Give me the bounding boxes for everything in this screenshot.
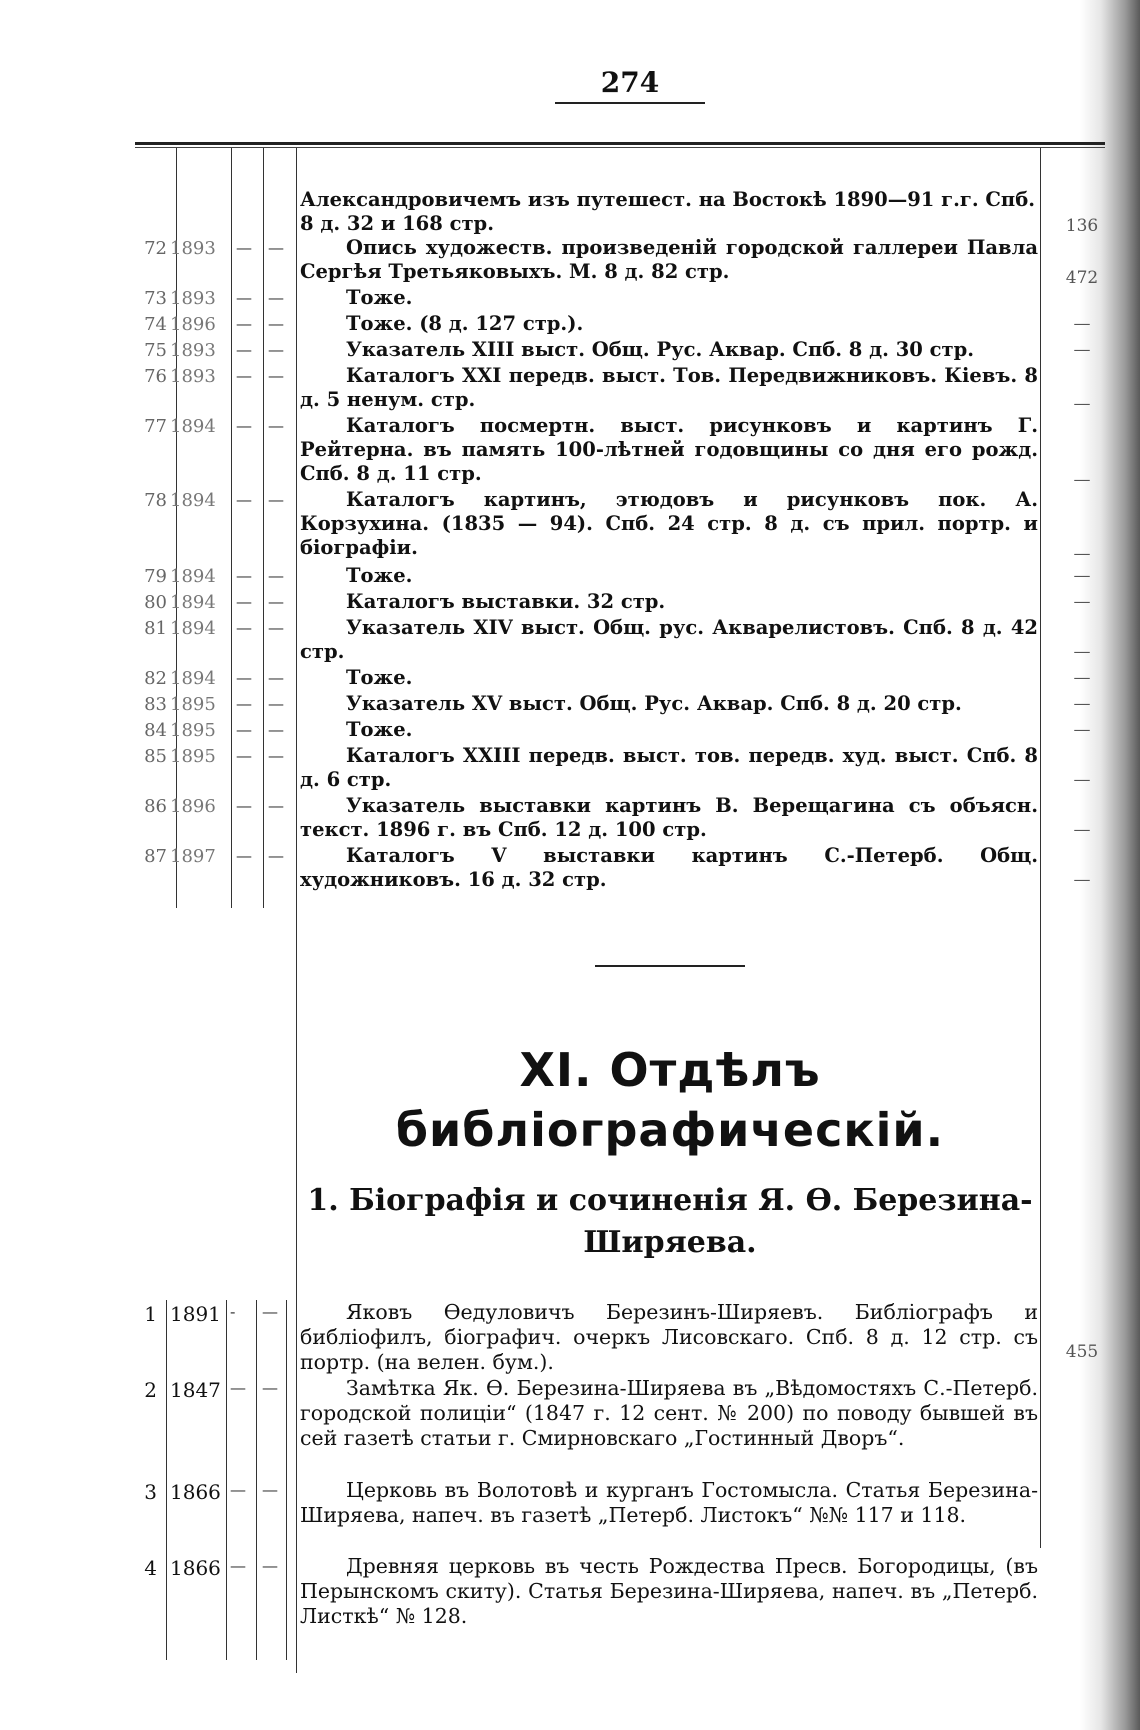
entry-dash: —	[268, 720, 284, 739]
entry-number: 72	[144, 238, 167, 259]
entry-dash: —	[262, 1480, 278, 1499]
entry-dash: —	[236, 694, 252, 713]
entry-dash: —	[230, 1480, 246, 1499]
entry-year: 1893	[170, 238, 216, 259]
entry-text: Тоже.	[346, 564, 413, 587]
entry-dash: —	[262, 1556, 278, 1575]
entry-dash: —	[236, 416, 252, 435]
entry-dash: —	[236, 846, 252, 865]
entry-text: Каталогъ картинъ, этюдовъ и рисунковъ пок. А. Корзухина. (1835 — 94). Спб. 24 стр. 8 д. съ прил. портр. и біографіи.	[300, 488, 1038, 559]
entry-text: Тоже.	[346, 718, 413, 741]
entry-dash: —	[262, 1302, 278, 1321]
entry-number: 81	[144, 618, 167, 639]
entry-text: Яковъ Ѳедуловичъ Березинъ-Ширяевъ. Библіографъ и библіофилъ, біографич. очеркъ Лисовскаго. Спб. 8 д. 12 стр. съ портр. (на велен. бум.).	[300, 1300, 1038, 1374]
entry-number: 82	[144, 668, 167, 689]
entry-dash: —	[262, 1378, 278, 1397]
section-title: XI. Отдѣлъ библіографическій.	[395, 1043, 945, 1157]
entry-dash: —	[268, 618, 284, 637]
entry-dash: —	[268, 796, 284, 815]
entry-year: 1893	[170, 340, 216, 361]
entry-text: Церковь въ Волотовѣ и курганъ Гостомысла. Статья Березина-Ширяева, напеч. въ газетѣ „Петерб. Листокъ“ №№ 117 и 118.	[300, 1478, 1038, 1527]
entry-number: 79	[144, 566, 167, 587]
entry-year: 1866	[170, 1556, 221, 1580]
page-number: 274	[600, 66, 660, 99]
entry-ref: 472	[1065, 268, 1099, 288]
entry-ref: —	[1073, 870, 1091, 890]
entry-dash: —	[236, 720, 252, 739]
entry-text: Указатель XIV выст. Общ. рус. Акварелистовъ. Спб. 8 д. 42 стр.	[300, 616, 1038, 663]
entry-year: 1866	[170, 1480, 221, 1504]
entry-ref: —	[1073, 720, 1091, 740]
entry-dash: —	[268, 668, 284, 687]
entry-dash: —	[268, 694, 284, 713]
entry-year: 1895	[170, 746, 216, 767]
entry-year: 1894	[170, 668, 216, 689]
entry-ref: 136	[1065, 216, 1099, 236]
entry-dash: —	[268, 288, 284, 307]
entry-year: 1894	[170, 490, 216, 511]
entry-number: 1	[144, 1302, 157, 1326]
entry-ref: —	[1073, 470, 1091, 490]
entry-dash: —	[268, 490, 284, 509]
entry-text: Указатель выставки картинъ В. Верещагина съ объясн. текст. 1896 г. въ Спб. 12 д. 100 стр.	[300, 794, 1038, 841]
entry-number: 74	[144, 314, 167, 335]
entry-dash: —	[268, 340, 284, 359]
entry-dash: —	[268, 746, 284, 765]
continuation-text: Александровичемъ изъ путешест. на Востокѣ 1890—91 г.г. Спб. 8 д. 32 и 168 стр.	[300, 188, 1035, 235]
entry-ref: —	[1073, 668, 1091, 688]
entry-dash: -	[230, 1302, 236, 1321]
column-line	[296, 148, 297, 1673]
entry-year: 1894	[170, 416, 216, 437]
entry-dash: —	[268, 366, 284, 385]
entry-ref: —	[1073, 820, 1091, 840]
entry-year: 1897	[170, 846, 216, 867]
entry-year: 1891	[170, 1302, 221, 1326]
entry-dash: —	[236, 796, 252, 815]
entry-dash: —	[236, 668, 252, 687]
entry-dash: —	[230, 1378, 246, 1397]
entry-dash: —	[236, 618, 252, 637]
entry-ref: —	[1073, 394, 1091, 414]
entry-text: Каталогъ XXI передв. выст. Тов. Передвижниковъ. Кіевъ. 8 д. 5 ненум. стр.	[300, 364, 1038, 411]
entry-text: Каталогъ V выставки картинъ С.-Петерб. Общ. художниковъ. 16 д. 32 стр.	[300, 844, 1038, 891]
entry-year: 1893	[170, 366, 216, 387]
entry-dash: —	[236, 566, 252, 585]
entry-ref: —	[1073, 770, 1091, 790]
entry-number: 78	[144, 490, 167, 511]
column-line	[176, 148, 177, 908]
top-rule	[135, 142, 1105, 145]
entry-dash: —	[268, 416, 284, 435]
page-edge-shadow	[1080, 0, 1140, 1730]
entry-dash: —	[236, 592, 252, 611]
entry-text: Тоже.	[346, 286, 413, 309]
entry-number: 84	[144, 720, 167, 741]
entry-ref: 455	[1065, 1342, 1099, 1362]
entry-dash: —	[268, 314, 284, 333]
entry-number: 4	[144, 1556, 157, 1580]
entry-text: Древняя церковь въ честь Рождества Пресв. Богородицы, (въ Перынскомъ скиту). Статья Березина-Ширяева, напеч. въ „Петерб. Листкѣ“ № 128.	[300, 1554, 1038, 1628]
column-line	[256, 1300, 257, 1660]
entry-ref: —	[1073, 544, 1091, 564]
entry-number: 75	[144, 340, 167, 361]
entry-text: Тоже.	[346, 666, 413, 689]
entry-year: 1896	[170, 314, 216, 335]
column-line	[263, 148, 264, 908]
entry-number: 2	[144, 1378, 157, 1402]
entry-number: 83	[144, 694, 167, 715]
entry-dash: —	[236, 746, 252, 765]
entry-text: Указатель XV выст. Общ. Рус. Аквар. Спб. 8 д. 20 стр.	[346, 692, 962, 715]
entry-year: 1895	[170, 694, 216, 715]
entry-dash: —	[236, 340, 252, 359]
entry-number: 85	[144, 746, 167, 767]
entry-number: 87	[144, 846, 167, 867]
entry-ref: —	[1073, 566, 1091, 586]
entry-dash: —	[236, 238, 252, 257]
entry-number: 76	[144, 366, 167, 387]
entry-year: 1895	[170, 720, 216, 741]
entry-dash: —	[268, 592, 284, 611]
entry-dash: —	[236, 366, 252, 385]
entry-number: 73	[144, 288, 167, 309]
entry-text: Замѣтка Як. Ѳ. Березина-Ширяева въ „Вѣдомостяхъ С.-Петерб. городской полиціи“ (1847 г. 12 сент. № 200) по поводу бывшей въ сей газетѣ статьи г. Смирновскаго „Гостинный Дворъ“.	[300, 1376, 1038, 1450]
column-line	[286, 1300, 287, 1660]
entry-dash: —	[268, 566, 284, 585]
entry-number: 86	[144, 796, 167, 817]
entry-number: 80	[144, 592, 167, 613]
entry-text: Каталогъ выставки. 32 стр.	[346, 590, 666, 613]
entry-ref: —	[1073, 314, 1091, 334]
entry-year: 1847	[170, 1378, 221, 1402]
entry-dash: —	[268, 846, 284, 865]
entry-text: Каталогъ посмертн. выст. рисунковъ и картинъ Г. Рейтерна. въ память 100-лѣтней годовщины со дня его рожд. Спб. 8 д. 11 стр.	[300, 414, 1038, 485]
entry-year: 1893	[170, 288, 216, 309]
column-line	[1040, 148, 1041, 1548]
top-rule-thin	[135, 147, 1105, 148]
column-line	[231, 148, 232, 908]
entry-ref: —	[1073, 694, 1091, 714]
entry-dash: —	[268, 238, 284, 257]
entry-ref: —	[1073, 592, 1091, 612]
entry-year: 1894	[170, 566, 216, 587]
entry-dash: —	[236, 490, 252, 509]
page-number-rule	[555, 102, 705, 104]
entry-dash: —	[230, 1556, 246, 1575]
entry-ref: —	[1073, 642, 1091, 662]
entry-dash: —	[236, 314, 252, 333]
entry-text: Каталогъ XXIII передв. выст. тов. передв. худ. выст. Спб. 8 д. 6 стр.	[300, 744, 1038, 791]
subsection-title: 1. Біографія и сочиненія Я. Ѳ. Березина-Ширяева.	[307, 1183, 1033, 1260]
entry-number: 3	[144, 1480, 157, 1504]
entry-ref: —	[1073, 340, 1091, 360]
column-line	[166, 1300, 167, 1660]
entry-text: Указатель XIII выст. Общ. Рус. Аквар. Спб. 8 д. 30 стр.	[346, 338, 975, 361]
entry-text: Тоже. (8 д. 127 стр.).	[346, 312, 584, 335]
entry-year: 1894	[170, 618, 216, 639]
section-divider	[595, 965, 745, 967]
entry-number: 77	[144, 416, 167, 437]
entry-text: Опись художеств. произведеній городской галлереи Павла Сергѣя Третьяковыхъ. М. 8 д. 82 стр.	[300, 236, 1038, 283]
entry-year: 1894	[170, 592, 216, 613]
entry-year: 1896	[170, 796, 216, 817]
entry-dash: —	[236, 288, 252, 307]
